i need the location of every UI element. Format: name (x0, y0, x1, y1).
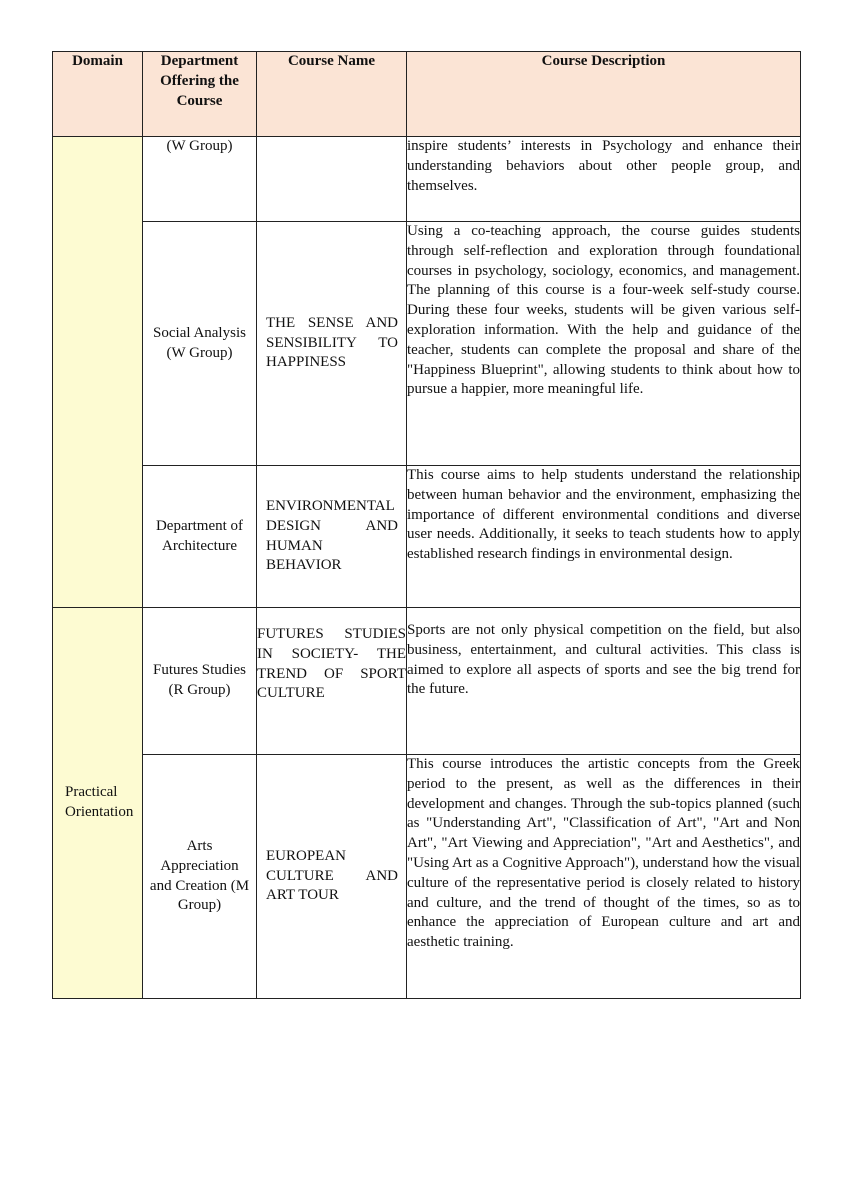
header-domain: Domain (53, 52, 143, 137)
course-name-cell (257, 137, 407, 222)
header-course-name: Course Name (257, 52, 407, 137)
department-cell: (W Group) (143, 137, 257, 222)
course-name-cell: THE SENSE AND SENSIBILITY TO HAPPINESS (257, 222, 407, 466)
course-name-cell: ENVIRONMENTAL DESIGN AND HUMAN BEHAVIOR (257, 466, 407, 608)
department-cell: Arts Appreciation and Creation (M Group) (143, 755, 257, 999)
department-cell: Department of Architecture (143, 466, 257, 608)
department-cell: Futures Studies (R Group) (143, 608, 257, 755)
header-row (53, 52, 801, 137)
domain-cell-continued (53, 137, 143, 608)
course-description-cell: inspire students’ interests in Psychology and enhance their understanding behaviors about other people group, and themselves. (407, 137, 801, 222)
course-name-cell: EUROPEAN CULTURE AND ART TOUR (257, 755, 407, 999)
table-row (53, 137, 801, 222)
table-row (53, 466, 801, 608)
course-description-cell: Sports are not only physical competition on the field, but also business, entertainment, and cultural activities. This class is aimed to explore all aspects of sports and see the big trend for the future. (407, 608, 801, 755)
domain-cell-practical: Practical Orientation (53, 608, 143, 999)
course-table (52, 51, 801, 999)
course-description-cell: This course aims to help students understand the relationship between human behavior and the environment, emphasizing the importance of different environmental conditions and diverse user needs. Additionally, it seeks to teach students how to apply established research findings in environmental design. (407, 466, 801, 608)
course-description-cell: This course introduces the artistic concepts from the Greek period to the present, as well as the differences in their development and changes. Through the sub-topics planned (such as "Understanding Art", "Classification of Art", "Art and Non Art", "Art Viewing and Appreciation", "Art and Aesthetics", and "Using Art as a Cognitive Approach"), understand how the visual culture of the representative period is closely related to history and culture, and the trend of thought of the times, so as to enhance the appreciation of European culture and art and aesthetic training. (407, 755, 801, 999)
table-row (53, 755, 801, 999)
table-row (53, 608, 801, 755)
header-course-description: Course Description (407, 52, 801, 137)
department-cell: Social Analysis (W Group) (143, 222, 257, 466)
table-row (53, 222, 801, 466)
course-description-cell: Using a co-teaching approach, the course guides students through self-reflection and exploration through foundational courses in psychology, sociology, economics, and management. The planning of this course is a four-week self-study course. During these four weeks, students will be given various self-exploration information. With the help and guidance of the teacher, students can complete the proposal and share of the "Happiness Blueprint", allowing students to think about how to pursue a happier, more meaningful life. (407, 222, 801, 466)
course-name-cell: FUTURES STUDIES IN SOCIETY- THE TREND OF SPORT CULTURE (257, 608, 407, 755)
header-department: Department Offering the Course (143, 52, 257, 137)
